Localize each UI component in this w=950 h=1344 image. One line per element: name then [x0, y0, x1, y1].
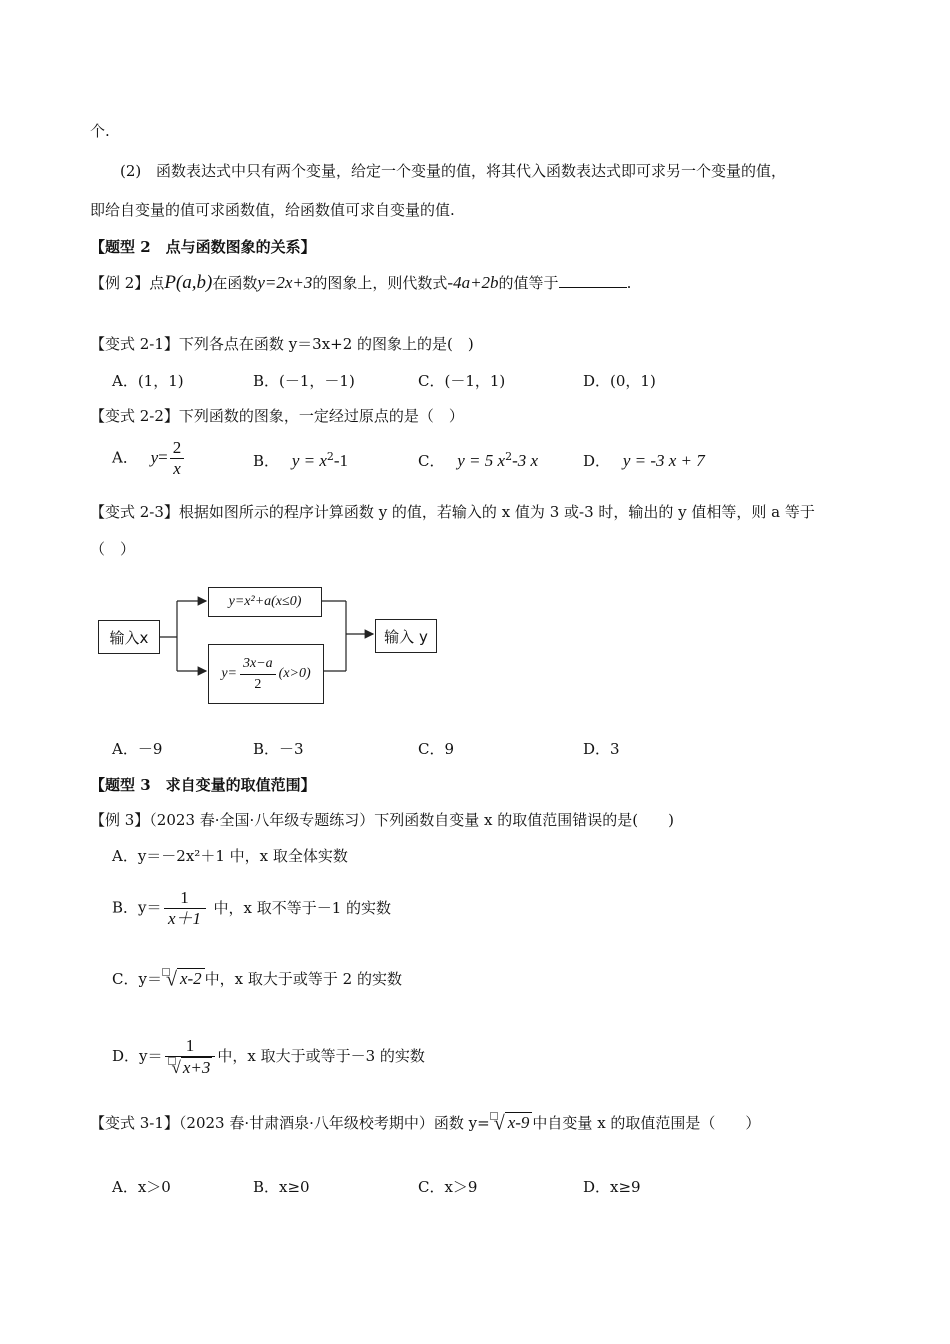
option-d-numerator: 1: [165, 1036, 216, 1057]
option-b-numerator: 1: [164, 888, 206, 909]
flow-output-box: 输入 y: [375, 619, 437, 653]
option-d-label-3: D．y＝: [112, 1047, 163, 1065]
variant-3-1-option-b[interactable]: B．x≥0: [253, 1178, 310, 1196]
option-b-fraction: [164, 888, 206, 929]
function-expression: y=2x+3: [257, 273, 313, 292]
variant-2-3-question: 【变式 2-3】根据如图所示的程序计算函数 y 的值，若输入的 x 值为 3 或-3 时，输出的 y 值相等，则 a 等于: [90, 503, 815, 521]
variant-3-1-suffix: 中自变量 x 的取值范围是（ ）: [532, 1114, 761, 1132]
flow-bottom-fraction: [240, 654, 276, 695]
variant-2-1-option-a[interactable]: A．(1，1): [112, 372, 184, 390]
example-3-option-d[interactable]: [112, 1036, 425, 1078]
variant-2-3-option-d[interactable]: D．3: [583, 740, 620, 758]
variant-2-3-paren: （ ）: [90, 540, 136, 558]
option-c-expr: y = 5 x: [457, 451, 506, 470]
variant-2-1-option-d[interactable]: D．(0，1): [583, 372, 656, 390]
radical-icon: √: [171, 1058, 181, 1077]
intro-line-3: 即给自变量的值可求函数值，给函数值可求自变量的值.: [90, 201, 455, 219]
variant-3-1-radicand: x-9: [505, 1112, 533, 1132]
variant-3-1-option-c[interactable]: C．x＞9: [418, 1178, 478, 1196]
option-c-label-3: C．y＝: [112, 970, 162, 988]
option-c-label: C．: [418, 452, 445, 470]
variant-2-2-question: 【变式 2-2】下列函数的图象，一定经过原点的是（ ）: [90, 407, 464, 425]
option-c-radical: [162, 968, 205, 992]
variant-2-3-option-b[interactable]: B．－3: [253, 740, 304, 758]
flow-input-box: 输入x: [98, 620, 160, 654]
option-a-eq: =: [158, 447, 168, 467]
section-2-title: 【题型 2 点与函数图象的关系】: [90, 238, 316, 256]
flow-bottom-denominator: 2: [254, 676, 262, 692]
section-3-title: 【题型 3 求自变量的取值范围】: [90, 776, 316, 794]
flow-bottom-numerator: 3x−a: [240, 654, 276, 675]
radical-icon: √: [165, 968, 177, 991]
option-c-radicand: x-2: [177, 968, 205, 988]
option-b-tail-3: 中，x 取不等于－1 的实数: [213, 898, 392, 917]
option-b-expr: y = x: [291, 451, 327, 470]
flow-top-box: y=x²+a(x≤0): [208, 587, 322, 617]
variant-2-1-option-c[interactable]: C．(－1，1): [418, 372, 506, 390]
intro-item-number: (2): [120, 162, 142, 180]
variant-2-3-option-a[interactable]: A．－9: [112, 740, 163, 758]
variant-2-3-option-c[interactable]: C．9: [418, 740, 455, 758]
flow-bottom-prefix: y=: [221, 666, 237, 681]
option-a-denominator: x: [173, 459, 181, 478]
example-3-option-c[interactable]: [112, 968, 402, 992]
option-c-tail-3: 中，x 取大于或等于 2 的实数: [204, 970, 402, 988]
option-a-y: y: [150, 447, 159, 467]
option-d-tail-3: 中，x 取大于或等于－3 的实数: [217, 1047, 425, 1065]
option-b-sup: 2: [326, 450, 334, 463]
variant-3-1-question: [90, 1112, 760, 1136]
variant-3-1-prefix: 【变式 3-1】（2023 春·甘肃酒泉·八年级校考期中）函数 y=: [90, 1114, 490, 1132]
example-3-option-b[interactable]: [112, 888, 391, 929]
example-2-after: 的图象上，则代数式: [312, 274, 448, 292]
variant-2-1-question: 【变式 2-1】下列各点在函数 y＝3x+2 的图象上的是( ): [90, 335, 474, 353]
option-a-label: A．: [112, 448, 138, 467]
option-d-fraction: [165, 1036, 216, 1078]
radical-icon: √: [493, 1112, 505, 1135]
intro-line-1: 个.: [90, 122, 110, 140]
example-2-period: .: [626, 274, 632, 292]
option-b-denominator: x＋1: [167, 909, 202, 928]
intro-item-text: 函数表达式中只有两个变量，给定一个变量的值，将其代入函数表达式即可求另一个变量的值，: [156, 162, 787, 180]
algebraic-expression: -4a+2b: [447, 273, 499, 292]
flow-bottom-suffix: (x>0): [278, 666, 311, 681]
example-2-label: 【例 2】点: [90, 274, 165, 292]
option-b-label-3: B．y＝: [112, 898, 162, 917]
example-2-mid: 在函数: [212, 274, 258, 292]
option-d-radicand: x+3: [182, 1058, 211, 1077]
variant-3-1-option-a[interactable]: A．x＞0: [112, 1178, 171, 1196]
option-c-tail: -3 x: [512, 451, 539, 470]
point-expression: P(a,b): [164, 272, 213, 293]
variant-3-1-option-d[interactable]: D．x≥9: [583, 1178, 641, 1196]
option-c-sup: 2: [505, 450, 513, 463]
example-3-option-a[interactable]: A．y＝－2x²＋1 中，x 取全体实数: [112, 847, 348, 865]
option-d-denominator: [165, 1057, 216, 1078]
option-d-expr: y = -3 x + 7: [622, 451, 705, 470]
example-3-question: 【例 3】（2023 春·全国·八年级专题练习）下列函数自变量 x 的取值范围错误的是( ): [90, 811, 674, 829]
variant-3-1-radical: [490, 1112, 533, 1136]
option-b-label: B．: [253, 452, 280, 470]
option-a-numerator: 2: [170, 438, 185, 459]
option-b-tail: -1: [333, 451, 349, 470]
variant-2-1-option-b[interactable]: B．(－1，－1): [253, 372, 355, 390]
option-d-label: D．: [583, 452, 611, 470]
flow-bottom-box: [208, 644, 324, 704]
example-2-end: 的值等于: [498, 274, 559, 292]
